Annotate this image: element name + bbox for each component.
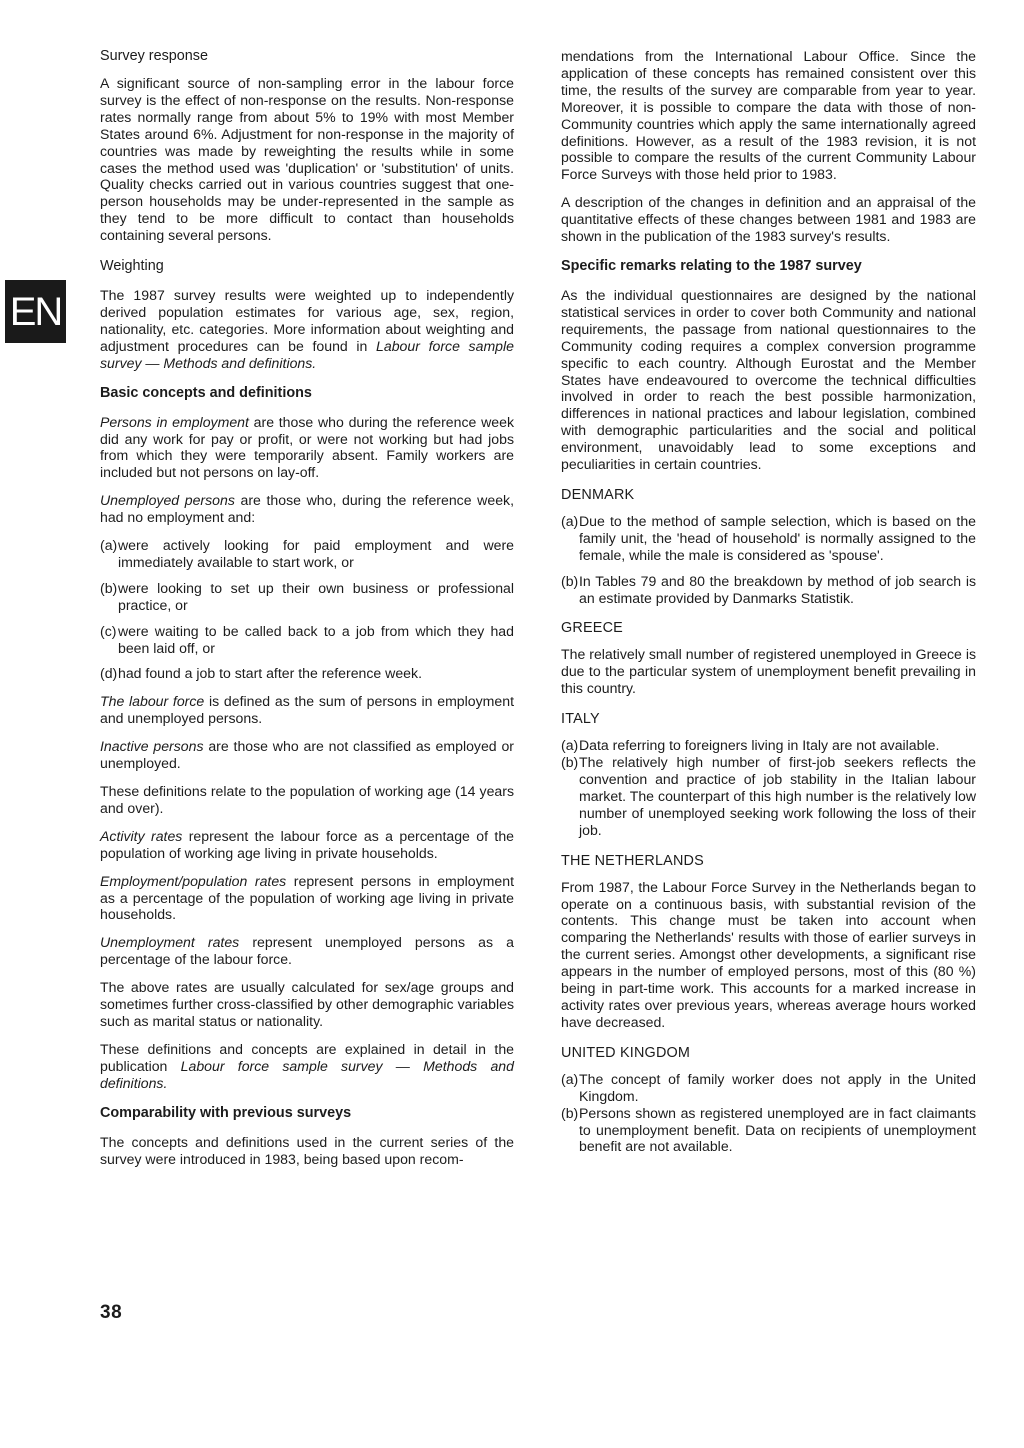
defined-term: The labour force [100,693,205,710]
list-item: (a) Due to the method of sample selection, which is based on the family unit, the 'head of household' is normally assigned to the female, while the male is considered as 'spouse'. [561,512,976,563]
united-kingdom-list [561,1071,976,1156]
list-item: (b) The relatively high number of first-job seekers reflects the convention and practice of job stability in the Italian labour market. The counterpart of this high number is the relatively low number of unemployed seeking work following the loss of their job. [561,754,976,838]
left-column [100,48,514,1178]
list-item: (a) Data referring to foreigners living in Italy are not available. [561,737,940,754]
comparability-continued-text: mendations from the International Labour Office. Since the application of these concepts has remained consistent over this time, the results of the survey are comparable from year to year. Moreover, it is possible to compare the data with those of non-Community countries which apply the same internationally agreed definitions. However, as a result of the 1983 revision, it is not possible to compare the results of the current Community Labour Force Surveys with those held prior to 1983. [561,48,976,183]
netherlands-heading: THE NETHERLANDS [561,852,704,869]
list-item: (c) were waiting to be called back to a job from which they had been laid off, or [100,622,514,656]
defined-term: Activity rates [100,827,183,844]
defined-term: Employment/population rates [100,872,287,889]
denmark-heading: DENMARK [561,486,635,503]
list-item: (b) Persons shown as registered unemployed are in fact claimants to unemployment benefit. Data on recipients of unemployment benefit are not available. [561,1104,976,1155]
specific-remarks-heading: Specific remarks relating to the 1987 survey [561,257,862,274]
unemployment-definition: Unemployed persons are those who, during the reference week, had no employment and: [100,492,514,526]
united-kingdom-heading: UNITED KINGDOM [561,1044,691,1061]
employment-rates-definition: Employment/population rates represent persons in employment as a percentage of the population of working age living in private households. [100,872,514,923]
weighting-heading: Weighting [100,258,164,275]
unemployment-conditions-list [100,537,514,682]
netherlands-text: From 1987, the Labour Force Survey in the Netherlands began to operate on a continuous basis, with substantial revision of the contents. This change must be taken into account when comparing the Netherlands' results with those of earlier surveys in the current series. Amongst other developments, a significant rise appears in the number of employed persons, most of this (80 %) being in part-time work. This accounts for a marked increase in activity rates over previous years, whereas average hours worked have decreased. [561,878,976,1030]
basic-concepts-heading: Basic concepts and definitions [100,384,312,401]
denmark-list [561,513,976,607]
changes-description: A description of the changes in definition and an appraisal of the quantitative effects of these changes between 1981 and 1983 are shown in the publication of the 1983 survey's results. [561,194,976,245]
italy-heading: ITALY [561,711,600,728]
working-age-note: These definitions relate to the population of working age (14 years and over). [100,783,514,816]
list-item: (d) had found a job to start after the reference week. [100,665,422,682]
survey-response-text: A significant source of non-sampling error in the labour force survey is the effect of non-response on the results. Non-response rates normally range from about 5% to 19% with most Member States around 6%. Adjustment for non-response in the majority of countries was made by reweighting the results while in some cases the method used was 'duplication' or 'substitution' of units. Quality checks carried out in various countries suggest that one-person households may be under-represented in the sample as they tend to be more difficult to contact than households containing several persons. [100,75,514,244]
list-item: (b) were looking to set up their own business or professional practice, or [100,579,514,613]
labour-force-definition: The labour force is defined as the sum of persons in employment and unemployed persons. [100,693,514,727]
publication-reference: Labour force sample survey — Methods and definitions. [100,337,514,371]
greece-text: The relatively small number of registered unemployed in Greece is due to the particular system of unemployment benefit prevailing in this country. [561,646,976,697]
italy-list [561,737,976,838]
defined-term: Inactive persons [100,738,204,755]
comparability-heading: Comparability with previous surveys [100,1104,352,1121]
employment-definition: Persons in employment are those who during the reference week did any work for pay or profit, or were not working but had jobs from which they were temporarily absent. Family workers are included but not persons on lay-off. [100,413,514,481]
right-column [561,48,976,1166]
list-item: (a) were actively looking for paid employment and were immediately available to start work, or [100,537,514,570]
rates-calculation-note: The above rates are usually calculated for sex/age groups and sometimes further cross-classified by other demographic variables such as marital status or nationality. [100,979,514,1029]
greece-heading: GREECE [561,620,623,637]
survey-response-heading: Survey response [100,48,208,64]
defined-term: Unemployed persons [100,492,235,509]
language-tab: EN [5,280,66,343]
list-item: (a) The concept of family worker does not apply in the United Kingdom. [561,1070,976,1104]
publication-reference: Labour force sample survey — Methods and definitions. [100,1057,514,1091]
activity-rates-definition: Activity rates represent the labour force as a percentage of the population of working age living in private households. [100,827,514,861]
inactive-definition: Inactive persons are those who are not classified as employed or unemployed. [100,738,514,772]
defined-term: Unemployment rates [100,934,240,951]
unemployment-rates-definition: Unemployment rates represent unemployed persons as a percentage of the labour force. [100,934,514,968]
comparability-text: The concepts and definitions used in the current series of the survey were introduced in 1983, being based upon recom- [100,1133,514,1167]
page-number: 38 [100,1302,123,1323]
defined-term: Persons in employment [100,413,249,430]
definitions-reference: These definitions and concepts are explained in detail in the publication Labour force sample survey — Methods and definitions. [100,1040,514,1091]
specific-remarks-text: As the individual questionnaires are designed by the national statistical services in order to cover both Community and national requirements, the passage from national questionnaires to the Community coding requires a complex conversion programme specific to each country. Although Eurostat and the Member States have endeavoured to overcome the technical difficulties involved in order to reach the best possible harmonization, differences in national practices and labour legislation, combined with demographic particularities and the social and political environment, unavoidably lead to some exceptions and peculiarities in certain countries. [561,286,976,473]
weighting-text: The 1987 survey results were weighted up to independently derived population estimates for various age, sex, region, nationality, etc. categories. More information about weighting and adjustment procedures can be found in Labour force sample survey — Methods and definitions. [100,287,514,371]
list-item: (b) In Tables 79 and 80 the breakdown by method of job search is an estimate provided by Danmarks Statistik. [561,572,976,606]
